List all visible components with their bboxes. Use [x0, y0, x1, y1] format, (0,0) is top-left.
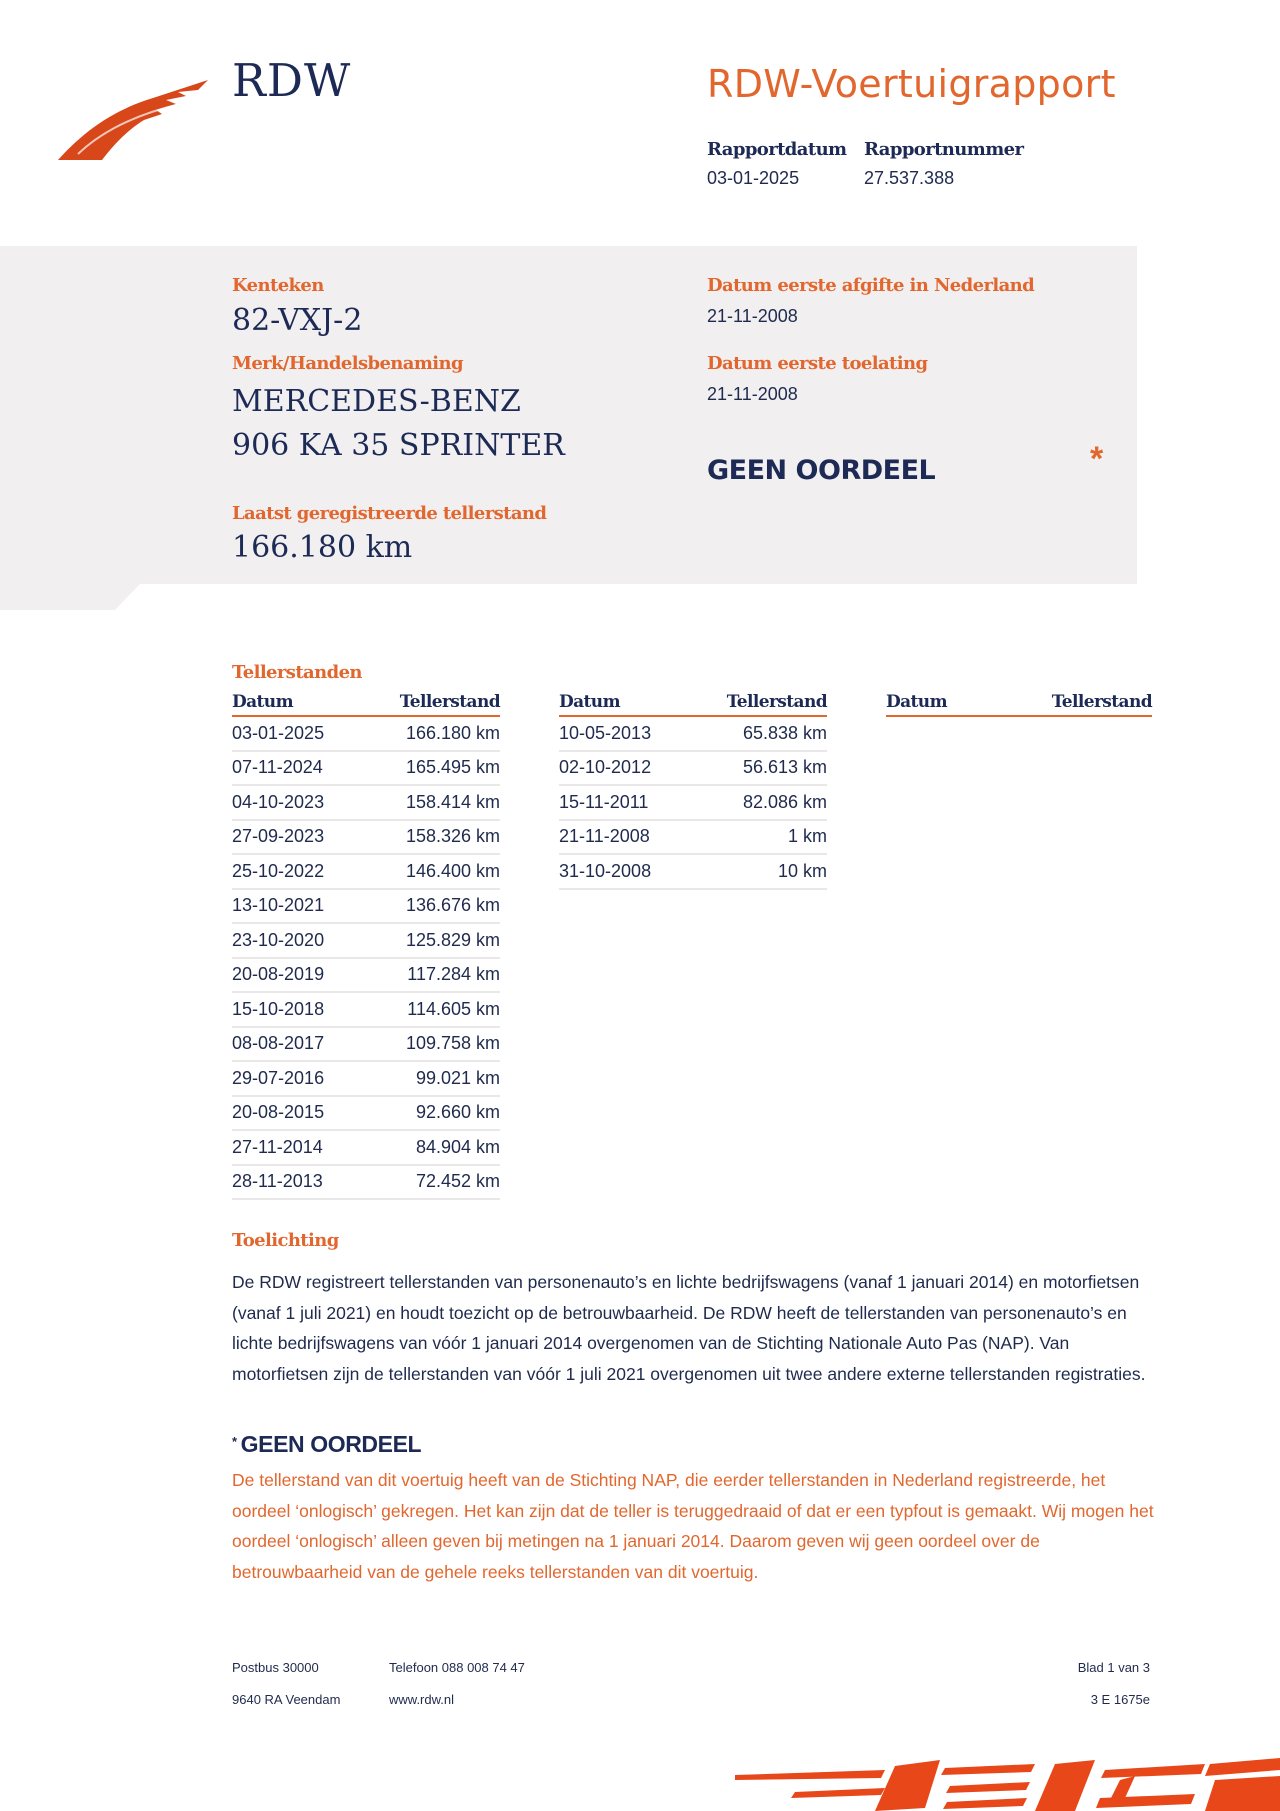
row-km: 84.904 km: [415, 1136, 500, 1157]
row-km: 158.414 km: [405, 791, 500, 812]
row-datum: 15-11-2011: [559, 791, 649, 812]
row-km: 65.838 km: [742, 722, 827, 743]
table-row: [232, 993, 500, 1028]
panel-notch: [0, 584, 140, 610]
row-km: 1 km: [787, 826, 827, 847]
tellerstanden-title: Tellerstanden: [232, 662, 362, 683]
row-km: 82.086 km: [742, 791, 827, 812]
row-km: 72.452 km: [415, 1171, 500, 1192]
table-row: [232, 890, 500, 925]
row-datum: 27-09-2023: [232, 826, 325, 847]
merk-label: Merk/Handelsbenaming: [232, 353, 464, 374]
table-row: [232, 855, 500, 890]
row-datum: 21-11-2008: [559, 826, 650, 847]
row-km: 165.495 km: [405, 757, 500, 778]
row-km: 109.758 km: [405, 1033, 500, 1054]
row-km: 92.660 km: [415, 1102, 500, 1123]
row-datum: 31-10-2008: [559, 860, 652, 881]
table-row: [232, 752, 500, 787]
rapportnummer-value: 27.537.388: [864, 168, 955, 188]
row-km: 158.326 km: [405, 826, 500, 847]
table-row: [232, 1062, 500, 1097]
col-datum: Datum: [886, 692, 947, 712]
row-datum: 25-10-2022: [232, 860, 325, 881]
report-title: RDW-Voertuigrapport: [707, 62, 1116, 106]
oordeel-heading-star: *: [232, 1434, 237, 1449]
oordeel-heading-text: GEEN OORDEEL: [240, 1431, 422, 1457]
row-datum: 27-11-2014: [232, 1136, 323, 1157]
footer-code: 3 E 1675e: [1090, 1692, 1150, 1707]
table-row: [232, 821, 500, 856]
table-row: [559, 855, 827, 890]
kenteken-label: Kenteken: [232, 275, 324, 296]
table-header: [886, 692, 1152, 717]
teller-label: Laatst geregistreerde tellerstand: [232, 503, 547, 524]
table-row: [232, 786, 500, 821]
col-tellerstand: Tellerstand: [726, 692, 827, 712]
row-km: 56.613 km: [742, 757, 827, 778]
row-datum: 13-10-2021: [232, 895, 325, 916]
table-row: [559, 821, 827, 856]
oordeel-heading: [232, 1431, 421, 1458]
table-row: [232, 1028, 500, 1063]
row-km: 125.829 km: [405, 929, 500, 950]
merk-value: MERCEDES-BENZ: [232, 384, 521, 419]
row-datum: 15-10-2018: [232, 998, 325, 1019]
row-datum: 04-10-2023: [232, 791, 325, 812]
row-datum: 20-08-2015: [232, 1102, 325, 1123]
rapportdatum-label: Rapportdatum: [707, 139, 847, 160]
row-datum: 29-07-2016: [232, 1067, 325, 1088]
logo-text: RDW: [232, 54, 352, 107]
oordeel-asterisk: *: [1090, 440, 1104, 478]
oordeel-explanation: De tellerstand van dit voertuig heeft van de Stichting NAP, die eerder tellerstanden in Nederland registreerde, het oordeel ‘onlogisch’ gekregen. Het kan zijn dat de teller is teruggedraaid of dat er een typfout is gemaakt. Wij mogen het oordeel ‘onlogisch’ alleen geven bij metingen na 1 januari 2014. Daarom geven wij geen oordeel over de betrouwbaarheid van de gehele reeks tellerstanden van dit voertuig.: [232, 1470, 1154, 1582]
table-row: [232, 717, 500, 752]
afgifte-value: 21-11-2008: [707, 306, 798, 326]
tellerstanden-column-1: [232, 692, 500, 1200]
footer-telefoon: Telefoon 088 008 74 47: [389, 1660, 525, 1675]
toelichting-title: Toelichting: [232, 1230, 339, 1251]
row-datum: 07-11-2024: [232, 757, 323, 778]
row-km: 136.676 km: [405, 895, 500, 916]
table-row: [232, 1097, 500, 1132]
row-datum: 03-01-2025: [232, 722, 325, 743]
footer-plaats: 9640 RA Veendam: [232, 1692, 341, 1707]
table-row: [559, 786, 827, 821]
table-header: [559, 692, 827, 717]
table-header: [232, 692, 500, 717]
teller-value: 166.180 km: [232, 530, 413, 565]
table-row: [232, 959, 500, 994]
decorative-stripes-icon: [735, 1758, 1280, 1811]
rapportnummer-label: Rapportnummer: [864, 139, 1024, 160]
table-row: [559, 717, 827, 752]
row-km: 10 km: [777, 860, 827, 881]
footer-blad: Blad 1 van 3: [1077, 1660, 1150, 1675]
row-datum: 28-11-2013: [232, 1171, 323, 1192]
row-km: 99.021 km: [415, 1067, 500, 1088]
row-km: 117.284 km: [407, 964, 500, 985]
col-tellerstand: Tellerstand: [1051, 692, 1152, 712]
model-value: 906 KA 35 SPRINTER: [232, 428, 565, 463]
table-row: [232, 1166, 500, 1201]
row-datum: 08-08-2017: [232, 1033, 325, 1054]
footer-postbus: Postbus 30000: [232, 1660, 319, 1675]
col-datum: Datum: [559, 692, 620, 712]
table-row: [559, 752, 827, 787]
row-km: 146.400 km: [405, 860, 500, 881]
toelichting-text: De RDW registreert tellerstanden van personenauto’s en lichte bedrijfswagens (vanaf 1 januari 2014) en motorfietsen (vanaf 1 juli 2021) en houdt toezicht op de betrouwbaarheid. De RDW heeft de tellerstanden van personenauto’s en lichte bedrijfswagens van vóór 1 januari 2014 overgenomen van de Stichting Nationale Auto Pas (NAP). Van motorfietsen zijn de tellerstanden van vóór 1 juli 2021 overgenomen uit twee andere externe tellerstanden registraties.: [232, 1272, 1146, 1384]
row-km: 114.605 km: [407, 998, 500, 1019]
row-datum: 10-05-2013: [559, 722, 652, 743]
vehicle-panel: [0, 246, 1137, 584]
afgifte-label: Datum eerste afgifte in Nederland: [707, 275, 1035, 296]
col-tellerstand: Tellerstand: [399, 692, 500, 712]
row-datum: 23-10-2020: [232, 929, 325, 950]
table-row: [232, 924, 500, 959]
row-km: 166.180 km: [405, 722, 500, 743]
footer-website[interactable]: www.rdw.nl: [389, 1692, 455, 1707]
row-datum: 20-08-2019: [232, 964, 325, 985]
tellerstanden-column-2: [559, 692, 827, 890]
rdw-logo-icon: [58, 80, 208, 162]
kenteken-value: 82-VXJ-2: [232, 303, 363, 338]
row-datum: 02-10-2012: [559, 757, 652, 778]
table-row: [232, 1131, 500, 1166]
rapportdatum-value: 03-01-2025: [707, 168, 800, 188]
toelating-label: Datum eerste toelating: [707, 353, 928, 374]
col-datum: Datum: [232, 692, 293, 712]
oordeel-status: GEEN OORDEEL: [707, 455, 936, 486]
toelating-value: 21-11-2008: [707, 384, 798, 404]
tellerstanden-column-3: [886, 692, 1152, 717]
